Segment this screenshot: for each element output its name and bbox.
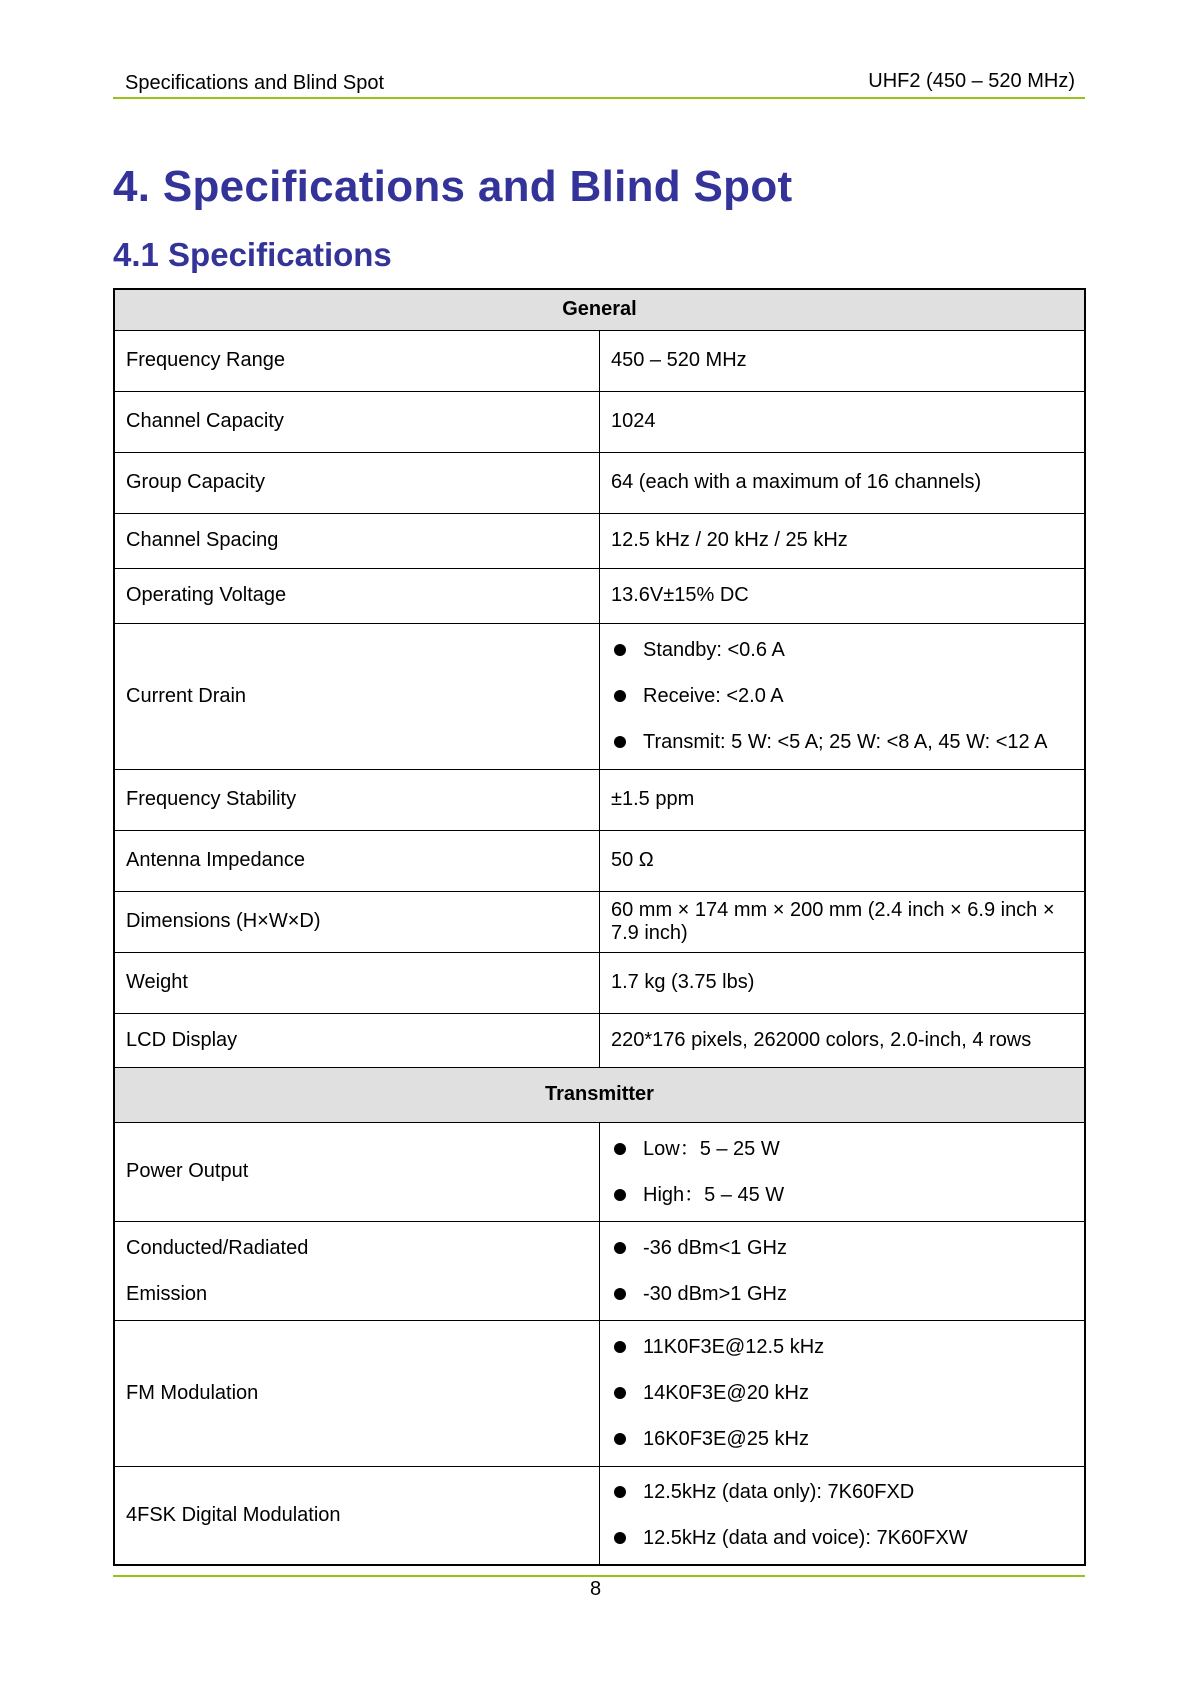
spec-label: Weight <box>114 952 600 1013</box>
header-model-range: UHF2 (450 – 520 MHz) <box>868 70 1075 92</box>
page-number: 8 <box>589 1578 602 1600</box>
bullet-list <box>611 1324 1073 1462</box>
list-item: 16K0F3E@25 kHz <box>611 1416 1073 1462</box>
list-item: 12.5kHz (data only): 7K60FXD <box>611 1469 1073 1515</box>
table-section-header <box>114 1067 1085 1122</box>
table-row <box>114 952 1085 1013</box>
spec-label <box>114 1221 600 1320</box>
table-row <box>114 1221 1085 1320</box>
section-title: 4.1 Specifications <box>113 236 392 273</box>
spec-value: 12.5 kHz / 20 kHz / 25 kHz <box>600 513 1086 568</box>
table-row <box>114 391 1085 452</box>
table-row <box>114 568 1085 623</box>
spec-value <box>600 1466 1086 1565</box>
header-divider <box>113 97 1085 99</box>
table-row <box>114 769 1085 830</box>
spec-value <box>600 1122 1086 1221</box>
list-item: Transmit: 5 W: <5 A; 25 W: <8 A, 45 W: <12 A <box>611 719 1073 765</box>
spec-label: FM Modulation <box>114 1320 600 1466</box>
table-row <box>114 1122 1085 1221</box>
table-row <box>114 330 1085 391</box>
spec-label: Dimensions (H×W×D) <box>114 891 600 952</box>
table-row <box>114 513 1085 568</box>
spec-label: 4FSK Digital Modulation <box>114 1466 600 1565</box>
spec-value: 50 Ω <box>600 830 1086 891</box>
spec-label: Operating Voltage <box>114 568 600 623</box>
spec-value: 60 mm × 174 mm × 200 mm (2.4 inch × 6.9 inch × 7.9 inch) <box>600 891 1086 952</box>
bullet-list <box>611 1225 1073 1317</box>
list-item: High：5 – 45 W <box>611 1172 1073 1218</box>
spec-label: Antenna Impedance <box>114 830 600 891</box>
specifications-table <box>113 288 1086 1566</box>
list-item: Standby: <0.6 A <box>611 627 1073 673</box>
table-row <box>114 1013 1085 1067</box>
list-item: Low：5 – 25 W <box>611 1126 1073 1172</box>
spec-label: Channel Spacing <box>114 513 600 568</box>
spec-value <box>600 1221 1086 1320</box>
spec-label: Frequency Range <box>114 330 600 391</box>
spec-label-line: Emission <box>126 1282 208 1305</box>
footer-divider <box>113 1575 1085 1577</box>
spec-value: 220*176 pixels, 262000 colors, 2.0-inch, 4 rows <box>600 1013 1086 1067</box>
list-item: 11K0F3E@12.5 kHz <box>611 1324 1073 1370</box>
list-item: Receive: <2.0 A <box>611 673 1073 719</box>
spec-label: Channel Capacity <box>114 391 600 452</box>
spec-label: Current Drain <box>114 623 600 769</box>
spec-label: Group Capacity <box>114 452 600 513</box>
spec-value <box>600 1320 1086 1466</box>
section-transmitter-title: Transmitter <box>114 1067 1085 1122</box>
spec-label-line: Conducted/Radiated <box>126 1236 309 1259</box>
table-row <box>114 452 1085 513</box>
list-item: -30 dBm>1 GHz <box>611 1271 1073 1317</box>
table-row <box>114 830 1085 891</box>
spec-value: 450 – 520 MHz <box>600 330 1086 391</box>
spec-label: Frequency Stability <box>114 769 600 830</box>
spec-label: LCD Display <box>114 1013 600 1067</box>
spec-label: Power Output <box>114 1122 600 1221</box>
table-row <box>114 1466 1085 1565</box>
table-row <box>114 891 1085 952</box>
bullet-list <box>611 1469 1073 1561</box>
spec-value: 64 (each with a maximum of 16 channels) <box>600 452 1086 513</box>
chapter-title: 4. Specifications and Blind Spot <box>113 162 793 211</box>
list-item: -36 dBm<1 GHz <box>611 1225 1073 1271</box>
bullet-list <box>611 627 1073 765</box>
section-general-title: General <box>114 289 1085 330</box>
bullet-list <box>611 1126 1073 1218</box>
spec-value: 1024 <box>600 391 1086 452</box>
spec-value: ±1.5 ppm <box>600 769 1086 830</box>
list-item: 12.5kHz (data and voice): 7K60FXW <box>611 1515 1073 1561</box>
spec-value: 13.6V±15% DC <box>600 568 1086 623</box>
table-row <box>114 623 1085 769</box>
list-item: 14K0F3E@20 kHz <box>611 1370 1073 1416</box>
header-section-title: Specifications and Blind Spot <box>125 72 385 94</box>
table-row <box>114 1320 1085 1466</box>
table-section-header <box>114 289 1085 330</box>
spec-value <box>600 623 1086 769</box>
page-header <box>113 68 1085 98</box>
spec-value: 1.7 kg (3.75 lbs) <box>600 952 1086 1013</box>
